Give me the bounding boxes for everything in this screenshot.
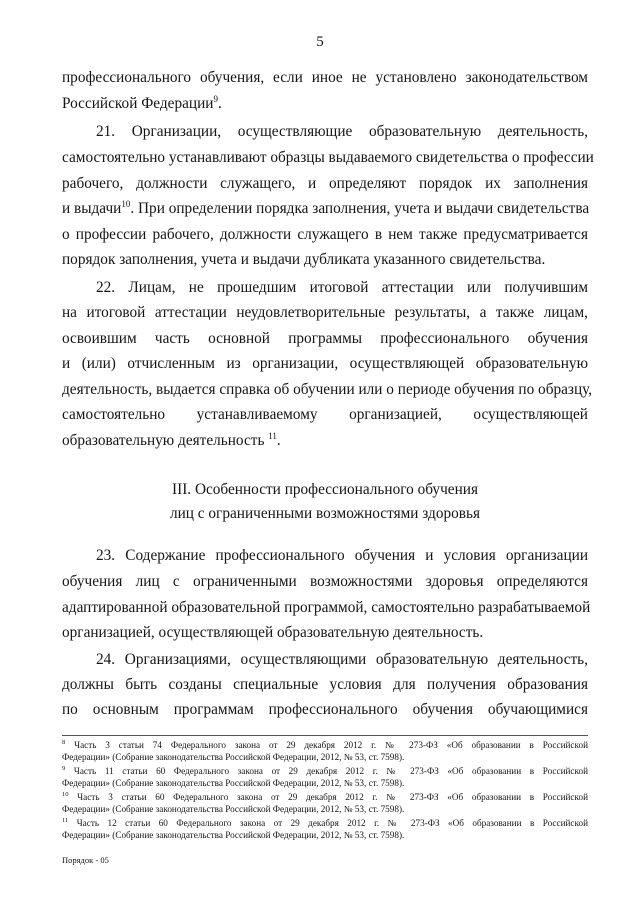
document-code: Порядок - 05 (62, 855, 109, 865)
paragraph-22-line: на итоговой аттестации неудовлетворительные результаты, а также лицам, (62, 304, 588, 321)
paragraph-21-line: самостоятельно устанавливают образцы выдаваемого свидетельства о профессии (62, 149, 594, 166)
section-heading: III. Особенности профессионального обучения (172, 481, 478, 498)
paragraph-21-line: и выдачи$^{10}$. При определении порядка заполнения, учета и выдачи свидетельства (62, 199, 590, 217)
paragraph-22-line: освоившим часть основной программы профессионального обучения (62, 330, 588, 347)
footnote-ref: 9 (213, 94, 218, 104)
footnote: Федерации» (Собрание законодательства Российской Федерации, 2012, № 53, ст. 7598). (62, 804, 405, 814)
footnote-ref: 10 (121, 199, 131, 209)
footnote: Федерации» (Собрание законодательства Российской Федерации, 2012, № 53, ст. 7598). (62, 830, 405, 840)
paragraph-23-line: адаптированной образовательной программой, самостоятельно разрабатываемой (62, 599, 591, 616)
paragraph-21-line: порядок заполнения, учета и выдачи дубликата указанного свидетельства. (62, 251, 546, 268)
paragraph-23-line: обучения лиц с ограниченными возможностями здоровья определяются (62, 573, 588, 590)
paragraph-22-line: 22. Лицам, не прошедшим итоговой аттестации или получившим (96, 279, 588, 296)
footnote: $^8$ Часть 3 статьи 74 Федерального закона от 29 декабря 2012 г. № 273-ФЗ «Об образовании в Российской (62, 739, 588, 750)
paragraph-24-line: должны быть созданы специальные условия для получения образования (62, 676, 588, 693)
footnote-ref: 11 (268, 431, 277, 441)
page-number: 5 (316, 34, 324, 50)
footnote: $^{11}$ Часть 12 статьи 60 Федерального закона от 29 декабря 2012 г. № 273-ФЗ «Об образовании в Российской (62, 817, 588, 828)
footnote: Федерации» (Собрание законодательства Российской Федерации, 2012, № 53, ст. 7598). (62, 752, 405, 762)
footnote: Федерации» (Собрание законодательства Российской Федерации, 2012, № 53, ст. 7598). (62, 778, 405, 788)
paragraph-21-line: рабочего, должности служащего, и определяют порядок их заполнения (62, 175, 588, 192)
text-line: Российской Федерации$^9$. (62, 94, 222, 112)
footnote-separator (62, 735, 588, 736)
footnote: $^{10}$ Часть 3 статьи 60 Федерального закона от 29 декабря 2012 г. № 273-ФЗ «Об образовании в Российской (62, 791, 588, 802)
paragraph-22-line: деятельность, выдается справка об обучении или о периоде обучения по образцу, (62, 381, 593, 398)
paragraph-23-line: 23. Содержание профессионального обучения и условия организации (96, 547, 588, 564)
paragraph-22-line: и (или) отчисленным из организации, осуществляющей образовательную (62, 355, 588, 372)
paragraph-24-line: 24. Организациями, осуществляющими образовательную деятельность, (96, 651, 588, 668)
paragraph-23-line: организацией, осуществляющей образовательную деятельность. (62, 624, 484, 641)
paragraph-22-line: самостоятельно устанавливаемому организацией, осуществляющей (62, 406, 588, 423)
paragraph-22-line: образовательную деятельность $^{11}$. (62, 431, 281, 449)
paragraph-24-line: по основным программам профессионального обучения обучающимися (62, 701, 588, 718)
text-line: профессионального обучения, если иное не установлено законодательством (62, 69, 588, 86)
paragraph-21-line: 21. Организации, осуществляющие образовательную деятельность, (96, 123, 588, 140)
paragraph-21-line: о профессии рабочего, должности служащего в нем также предусматривается (62, 226, 588, 243)
footnote: $^9$ Часть 11 статьи 60 Федерального закона от 29 декабря 2012 г. № 273-ФЗ «Об образовании в Российской (62, 765, 588, 776)
section-heading: лиц с ограниченными возможностями здоровья (169, 505, 481, 522)
